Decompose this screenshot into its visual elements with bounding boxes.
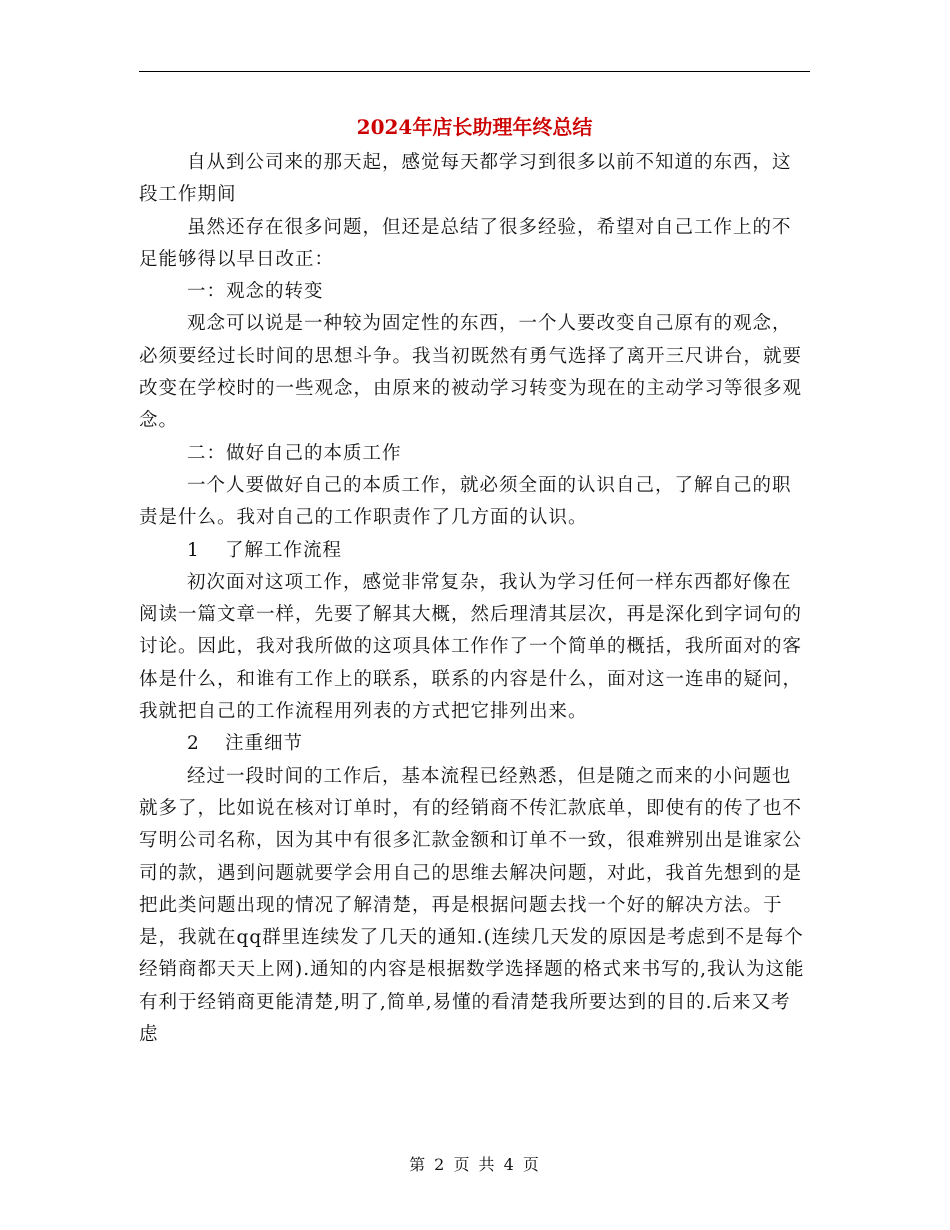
document-title: 2024年店长助理年终总结 (356, 115, 593, 139)
item-label: 了解工作流程 (225, 539, 343, 561)
item-heading-1 (139, 535, 810, 567)
paragraph-duty: 一个人要做好自己的本质工作，就必须全面的认识自己，了解自己的职责是什么。我对自己的工作职责作了几方面的认识。 (139, 474, 792, 529)
section-heading-2: 二：做好自己的本质工作 (187, 442, 402, 464)
page-number: 第 2 页 共 4 页 (409, 1155, 541, 1174)
item-number: 1 (187, 539, 200, 561)
paragraph-workflow: 初次面对这项工作，感觉非常复杂，我认为学习任何一样东西都好像在阅读一篇文章一样，先要了解其大概，然后理清其层次，再是深化到字词句的讨论。因此，我对我所做的这项具体工作作了一个简单的概括，我所面对的客体是什么，和谁有工作上的联系，联系的内容是什么，面对这一连串的疑问，我就把自己的工作流程用列表的方式把它排列出来。 (139, 571, 803, 723)
item-heading-2 (139, 728, 810, 760)
header-rule (139, 71, 810, 72)
paragraph-summary: 虽然还存在很多问题，但还是总结了很多经验，希望对自己工作上的不足能够得以早日改正： (139, 216, 792, 270)
paragraph-intro: 自从到公司来的那天起，感觉每天都学习到很多以前不知道的东西，这段工作期间 (139, 152, 792, 206)
document-body (139, 147, 810, 1051)
item-number: 2 (187, 733, 200, 755)
item-label: 注重细节 (225, 733, 304, 755)
paragraph-concept: 观念可以说是一种较为固定性的东西，一个人要改变自己原有的观念，必须要经过长时间的思想斗争。我当初既然有勇气选择了离开三尺讲台，就要改变在学校时的一些观念，由原来的被动学习转变为现在的主动学习等很多观念。 (139, 313, 803, 432)
section-heading-1: 一：观念的转变 (187, 281, 324, 303)
paragraph-details: 经过一段时间的工作后，基本流程已经熟悉，但是随之而来的小问题也就多了，比如说在核对订单时，有的经销商不传汇款底单，即使有的传了也不写明公司名称，因为其中有很多汇款金额和订单不一致，很难辨别出是谁家公司的款，遇到问题就要学会用自己的思维去解决问题，对此，我首先想到的是把此类问题出现的情况了解清楚，再是根据问题去找一个好的解决方法。于是，我就在qq群里连续发了几天的通知.(连续几天发的原因是考虑到不是每个经销商都天天上网).通知的内容是根据数学选择题的格式来书写的,我认为这能有利于经销商更能清楚,明了,简单,易懂的看清楚我所要达到的目的.后来又考虑 (139, 765, 805, 1046)
